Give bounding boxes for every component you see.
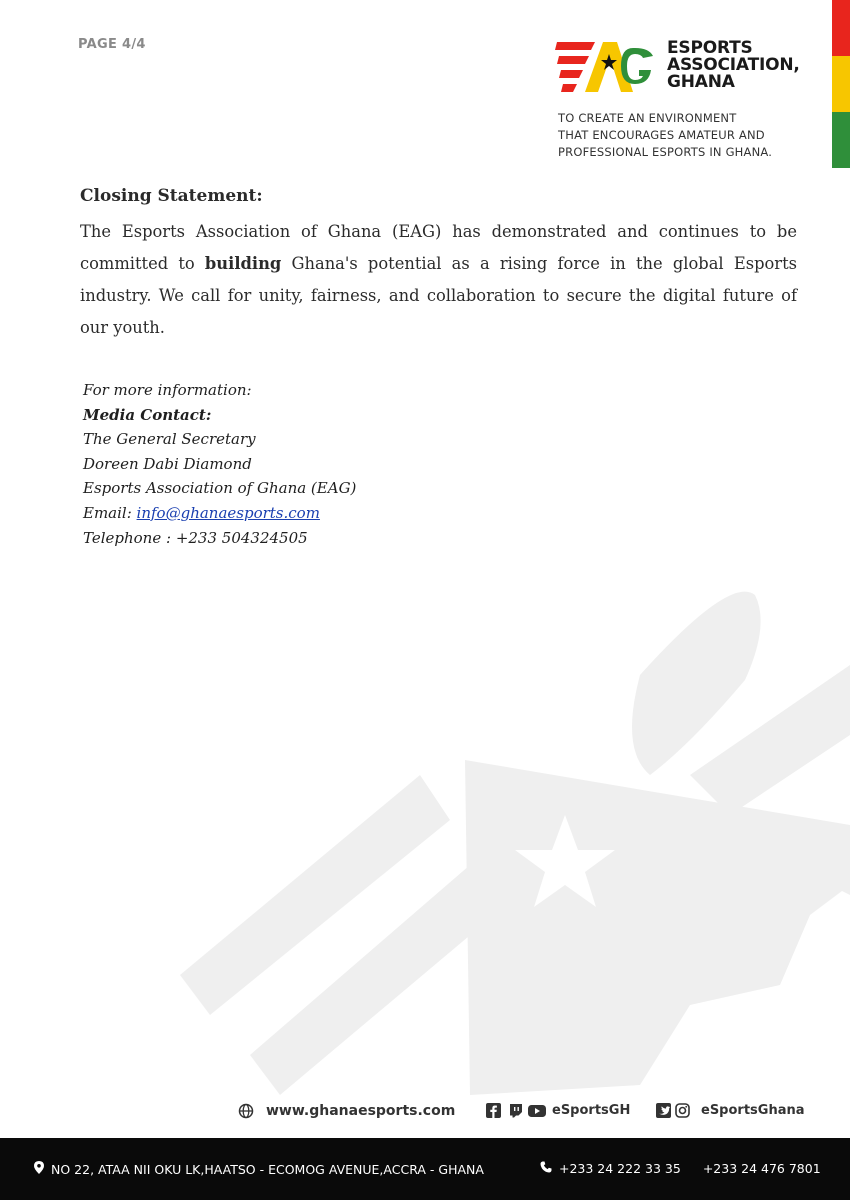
page-number: PAGE 4/4: [78, 37, 146, 52]
footer-phones: [540, 1161, 821, 1176]
location-pin-icon: [34, 1161, 44, 1177]
organization-name-line: ASSOCIATION,: [667, 55, 800, 75]
contact-intro: For more information:: [83, 381, 252, 399]
watermark-logo: [170, 585, 850, 1099]
closing-text: Ghana's potential as a rising force in the global Esports industry. We call for unity, fairness, and collaboration to secure the digital future of our youth.: [80, 254, 797, 337]
mission-line: TO CREATE AN ENVIRONMENT: [558, 111, 737, 125]
instagram-icon[interactable]: [675, 1103, 690, 1118]
social-handle-2[interactable]: eSportsGhana: [701, 1103, 805, 1118]
email-link[interactable]: info@ghanaesports.com: [136, 503, 320, 522]
media-contact-heading: Media Contact:: [83, 405, 212, 424]
contact-role: The General Secretary: [83, 430, 256, 449]
contact-telephone: Telephone : +233 504324505: [83, 528, 308, 547]
footer-bar: [0, 1138, 850, 1200]
flag-color-bar: [832, 0, 850, 168]
social-group-1: [486, 1103, 630, 1118]
mission-statement: [558, 110, 772, 161]
social-group-2: [656, 1103, 805, 1118]
organization-name-line: GHANA: [667, 72, 735, 92]
organization-name-line: ESPORTS: [667, 38, 753, 58]
twitter-icon[interactable]: [656, 1103, 671, 1118]
flag-green-stripe: [832, 112, 850, 168]
organization-name: [667, 40, 800, 91]
email-label: Email:: [83, 503, 137, 522]
closing-text: The Esports Association of Ghana (EAG) has demonstrated and continues to be committed to: [80, 222, 797, 273]
eag-logo-icon: [555, 40, 659, 98]
youtube-icon[interactable]: [528, 1104, 546, 1118]
website-group: [238, 1103, 455, 1119]
contact-email-line: [83, 501, 356, 526]
footer-address: [34, 1161, 484, 1177]
mission-line: THAT ENCOURAGES AMATEUR AND: [558, 128, 765, 142]
closing-bold-word: building: [204, 254, 282, 273]
phone-number-2[interactable]: +233 24 476 7801: [702, 1161, 821, 1176]
website-link[interactable]: www.ghanaesports.com: [266, 1103, 456, 1119]
social-handle-1[interactable]: eSportsGH: [552, 1103, 631, 1118]
flag-yellow-stripe: [832, 56, 850, 112]
mission-line: PROFESSIONAL ESPORTS IN GHANA.: [558, 145, 773, 159]
closing-statement-title: Closing Statement:: [80, 186, 263, 206]
closing-statement-body: [80, 216, 797, 344]
facebook-icon[interactable]: [486, 1103, 501, 1118]
phone-number-1[interactable]: +233 24 222 33 35: [559, 1161, 681, 1176]
phone-icon: [540, 1161, 552, 1176]
contact-organization: Esports Association of Ghana (EAG): [83, 479, 357, 498]
flag-red-stripe: [832, 0, 850, 56]
twitch-icon[interactable]: [508, 1103, 523, 1118]
address-text: NO 22, ATAA NII OKU LK,HAATSO - ECOMOG AVENUE,ACCRA - GHANA: [51, 1161, 484, 1177]
globe-icon: [238, 1103, 254, 1119]
contact-name: Doreen Dabi Diamond: [83, 454, 252, 473]
media-contact-block: [83, 378, 356, 550]
